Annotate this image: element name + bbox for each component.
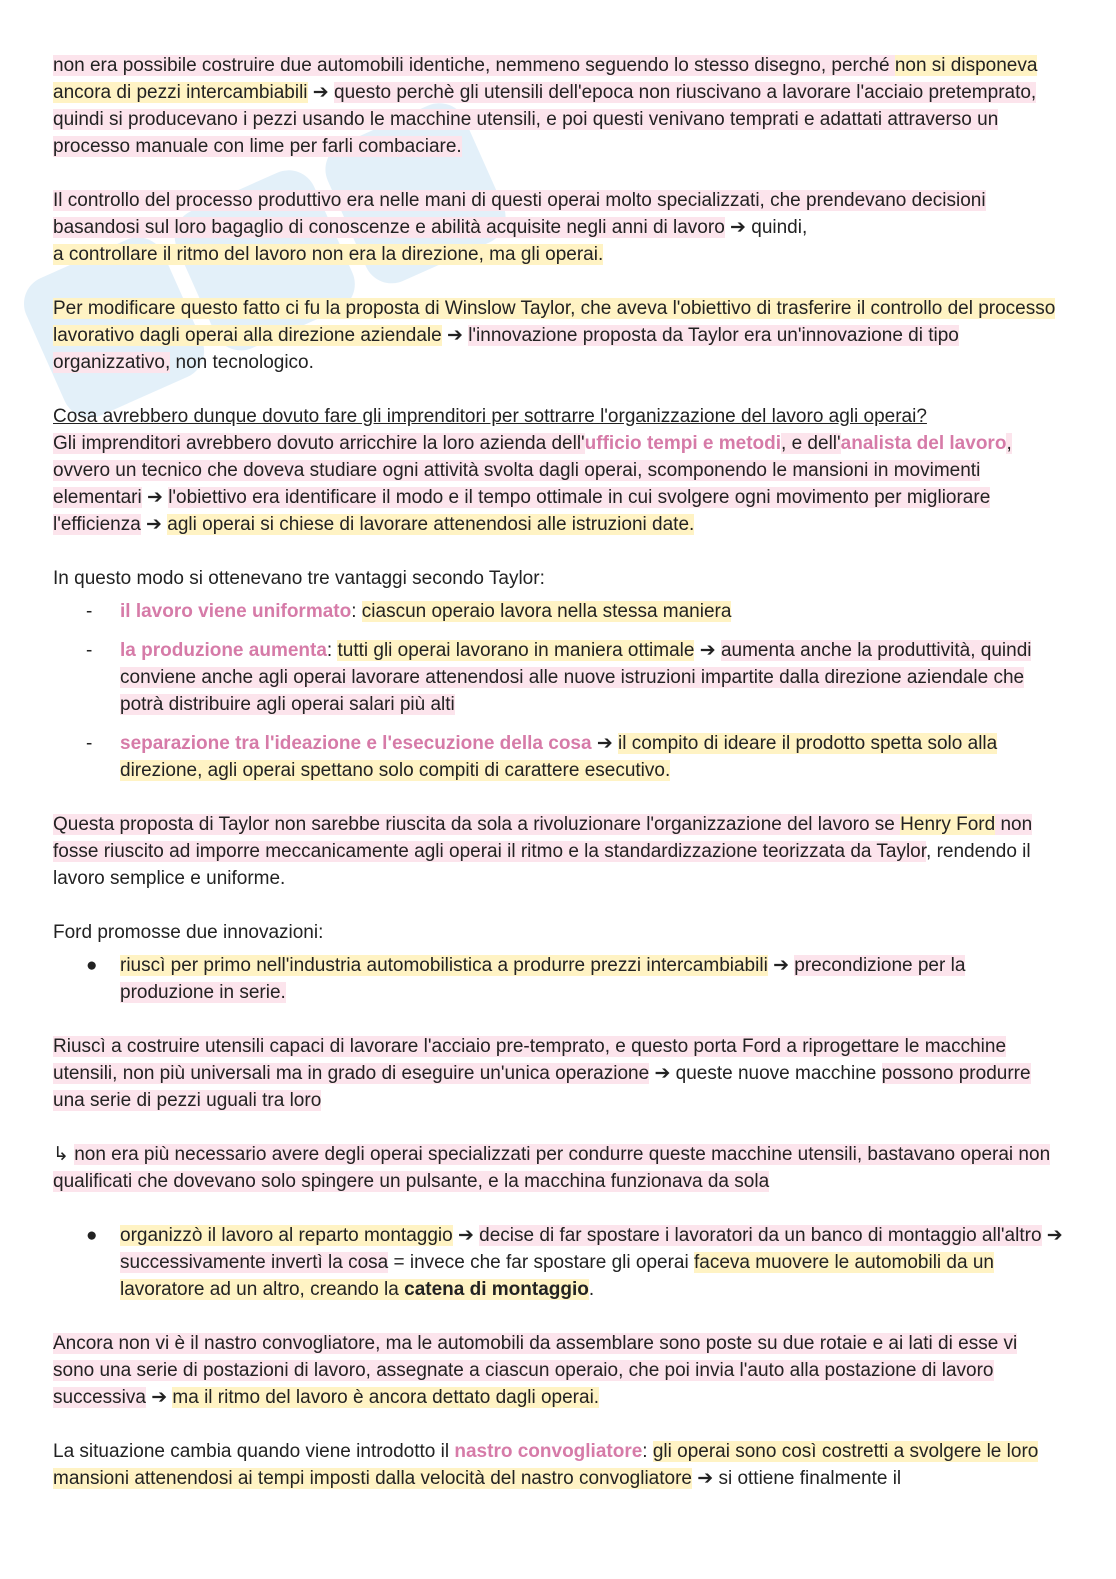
- arrow-icon: ➔: [694, 640, 721, 661]
- paragraph: Ancora non vi è il nastro convogliatore, ma le automobili da assemblare sono poste su due rotaie e ai lati di esse vi sono una serie di postazioni di lavoro, assegnate a ciascun operaio, che poi invia l'auto alla postazione di lavoro successiva ➔ ma il ritmo del lavoro è ancora dettato dagli operai.: [53, 1333, 1018, 1408]
- arrow-icon: ➔: [140, 514, 168, 535]
- arrow-icon: ➔: [1041, 1225, 1063, 1246]
- advantages-list: [53, 598, 1063, 784]
- dash-marker: -: [86, 601, 93, 622]
- arrow-icon: ➔: [307, 82, 334, 103]
- bullet-marker: ●: [86, 1225, 98, 1246]
- list-item: ● riuscì per primo nell'industria automobilistica a produrre prezzi intercambiabili ➔ precondizione per la produzione in serie.: [53, 952, 1063, 1006]
- arrow-icon: ➔: [145, 1387, 173, 1408]
- dash-marker: -: [86, 640, 93, 661]
- arrow-icon: ➔: [141, 487, 169, 508]
- dash-marker: -: [86, 733, 93, 754]
- section-question: Cosa avrebbero dunque dovuto fare gli imprenditori per sottrarre l'organizzazione del lavoro agli operai?: [53, 406, 927, 427]
- paragraph: Questa proposta di Taylor non sarebbe riuscita da sola a rivoluzionare l'organizzazione del lavoro se Henry Ford non fosse riuscito ad imporre meccanicamente agli operai il ritmo e la standardizzazione teorizzata da Taylor, rendendo il lavoro semplice e uniforme.: [53, 814, 1033, 889]
- ford-innovations-list: [53, 952, 1063, 1006]
- paragraph: Ford promosse due innovazioni:: [53, 922, 324, 943]
- paragraph: non era possibile costruire due automobili identiche, nemmeno seguendo lo stesso disegno, perché non si disponeva ancora di pezzi intercambiabili ➔ questo perchè gli utensili dell'epoca non riuscivano a lavorare l'acciaio pretemprato, quindi si producevano i pezzi usando le macchine utensili, e poi questi venivano temprati e adattati attraverso un processo manuale con lime per farli combaciare.: [53, 55, 1038, 157]
- paragraph: Per modificare questo fatto ci fu la proposta di Winslow Taylor, che aveva l'obiettivo di trasferire il controllo del processo lavorativo dagli operai alla direzione aziendale ➔ l'innovazione proposta da Taylor era un'innovazione di tipo organizzativo, non tecnologico.: [53, 298, 1056, 373]
- list-item: - separazione tra l'ideazione e l'esecuzione della cosa ➔ il compito di ideare il prodotto spetta solo alla direzione, agli operai spettano solo compiti di carattere esecutivo.: [53, 730, 1063, 784]
- paragraph: Riuscì a costruire utensili capaci di lavorare l'acciaio pre-temprato, e questo porta Ford a riprogettare le macchine utensili, non più universali ma in grado di eseguire un'unica operazione ➔ queste nuove macchine possono produrre una serie di pezzi uguali tra loro: [53, 1036, 1031, 1111]
- list-item: - la produzione aumenta: tutti gli operai lavorano in maniera ottimale ➔ aumenta anche la produttività, quindi conviene anche agli operai lavorare attenendosi alle nuove istruzioni impartite dalla direzione aziendale che potrà distribuire agli operai salari più alti: [53, 637, 1063, 718]
- return-arrow-icon: ↳: [53, 1144, 75, 1165]
- list-item: ● organizzò il lavoro al reparto montaggio ➔ decise di far spostare i lavoratori da un banco di montaggio all'altro ➔ successivamente invertì la cosa = invece che far spostare gli operai faceva muovere le automobili da un lavoratore ad un altro, creando la catena di montaggio.: [53, 1222, 1063, 1303]
- arrow-icon: ➔: [767, 955, 795, 976]
- arrow-icon: ➔: [452, 1225, 480, 1246]
- key-term: catena di montaggio: [404, 1279, 589, 1300]
- bullet-marker: ●: [86, 955, 98, 976]
- paragraph: In questo modo si ottenevano tre vantaggi secondo Taylor:: [53, 568, 545, 589]
- document-page: [53, 52, 1063, 1492]
- paragraph: Il controllo del processo produttivo era nelle mani di questi operai molto specializzati, che prendevano decisioni basandosi sul loro bagaglio di conoscenze e abilità acquisite negli anni di lavoro ➔ quindi, a controllare il ritmo del lavoro non era la direzione, ma gli operai.: [53, 190, 986, 265]
- paragraph: La situazione cambia quando viene introdotto il nastro convogliatore: gli operai sono così costretti a svolgere le loro mansioni attenendosi ai tempi imposti dalla velocità del nastro convogliatore ➔ si ottiene finalmente il: [53, 1441, 1039, 1489]
- ford-innovations-list-continued: [53, 1222, 1063, 1303]
- paragraph: Gli imprenditori avrebbero dovuto arricchire la loro azienda dell'ufficio tempi e metodi, e dell'analista del lavoro, ovvero un tecnico che doveva studiare ogni attività svolta dagli operai, scomponendo le mansioni in movimenti elementari ➔ l'obiettivo era identificare il modo e il tempo ottimale in cui svolgere ogni movimento per migliorare l'efficienza ➔ agli operai si chiese di lavorare attenendosi alle istruzioni date.: [53, 433, 1012, 535]
- arrow-icon: ➔: [441, 325, 469, 346]
- list-item: - il lavoro viene uniformato: ciascun operaio lavora nella stessa maniera: [53, 598, 1063, 625]
- paragraph: ↳ non era più necessario avere degli operai specializzati per condurre queste macchine utensili, bastavano operai non qualificati che dovevano solo spingere un pulsante, e la macchina funzionava da sola: [53, 1144, 1051, 1192]
- arrow-icon: ➔: [591, 733, 619, 754]
